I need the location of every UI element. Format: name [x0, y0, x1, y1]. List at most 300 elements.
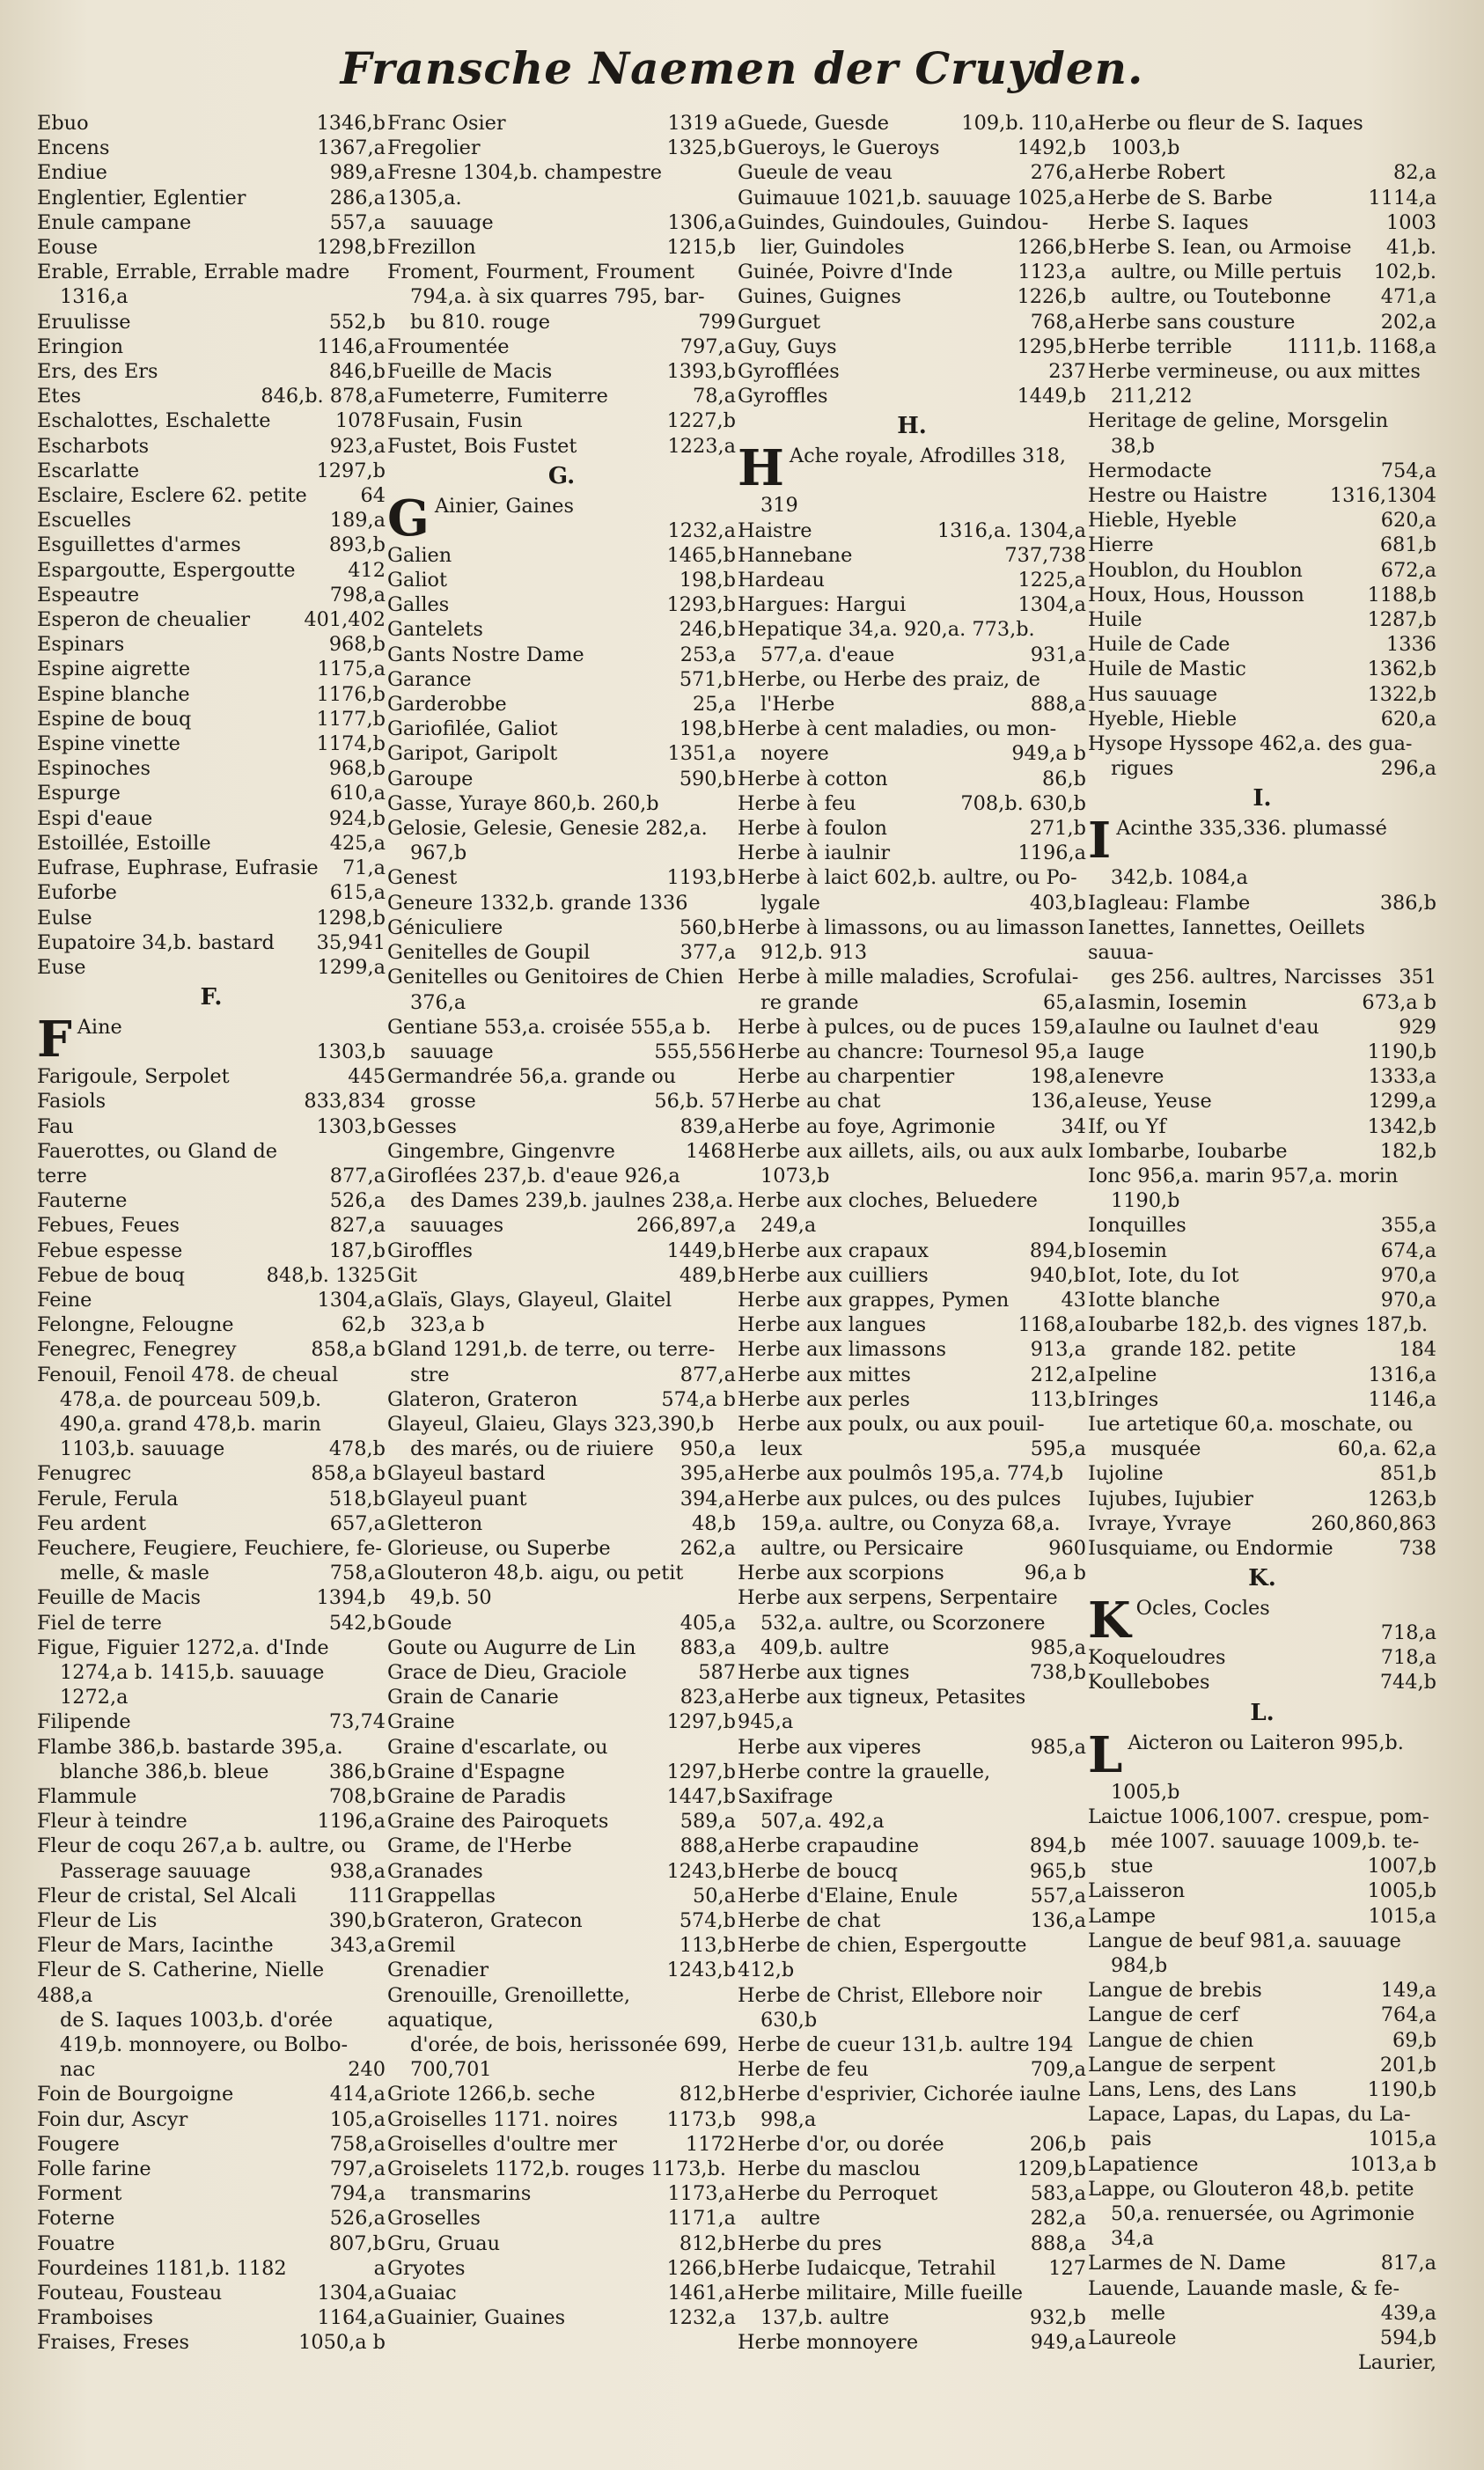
entry-text: Espurge: [37, 782, 121, 805]
index-entry: [387, 1337, 736, 1362]
entry-text: 507,a. 492,a: [760, 1810, 885, 1834]
entry-text: 137,b. aultre: [760, 2306, 890, 2330]
entry-text: Herbe, ou Herbe des praiz, de: [738, 667, 1040, 691]
index-entry: [1088, 1645, 1436, 1670]
index-entry: [1088, 210, 1436, 235]
page-reference: 799: [698, 310, 736, 334]
entry-text: Eouse: [37, 236, 98, 260]
page-reference: 827,a: [329, 1214, 386, 1238]
index-entry: [738, 667, 1086, 692]
entry-text: Larmes de N. Dame: [1088, 2252, 1286, 2275]
index-entry: [387, 1958, 736, 1982]
index-entry: [738, 359, 1086, 384]
page-reference: 271,b: [1029, 817, 1086, 841]
index-entry-continuation: [1088, 2127, 1436, 2151]
entry-text: Herbe à laict 602,b. aultre, ou Po-: [738, 866, 1077, 890]
entry-text: Feuille de Macis: [37, 1586, 202, 1610]
index-entry: [387, 965, 736, 989]
entry-text: pais: [1111, 2128, 1152, 2151]
page-reference: 985,a: [1030, 1735, 1086, 1759]
page-reference: 574,b: [679, 1909, 736, 1933]
index-entry: [37, 632, 386, 657]
index-entry: [37, 1884, 386, 1908]
index-entry: [387, 767, 736, 791]
entry-text: Hargues: Hargui: [738, 593, 907, 617]
entry-text: Herbe à foulon: [738, 817, 887, 841]
entry-text: 1005,b: [1111, 1780, 1180, 1804]
index-entry: [1088, 632, 1436, 657]
drop-capital: F: [37, 1011, 72, 1070]
entry-text: des Dames 239,b. jaulnes 238,a.: [410, 1189, 734, 1213]
entry-text: Fustet, Bois Fustet: [387, 434, 577, 458]
index-entry-continuation: [738, 2206, 1086, 2231]
index-entry: [1088, 160, 1436, 185]
entry-text: If, ou Yf: [1088, 1114, 1166, 1138]
entry-text: Gasse, Yuraye 860,b. 260,b: [387, 791, 659, 815]
entry-text: Espine vinette: [37, 732, 180, 756]
entry-text: Giroffles: [387, 1239, 474, 1262]
page-reference: 386,b: [328, 1760, 386, 1783]
entry-text: Fenouil, Fenoil 478. de cheual: [37, 1363, 339, 1386]
index-entry: [738, 1040, 1086, 1064]
index-entry-continuation: [1088, 2202, 1436, 2226]
page-reference: 1394,b: [316, 1586, 386, 1610]
entry-text: Herbe contre la grauelle, Saxifrage: [738, 1760, 991, 1808]
index-entry: [37, 260, 386, 284]
page-reference: 286,a: [329, 186, 386, 210]
entry-text: Herbe S. Iaques: [1088, 210, 1249, 234]
index-entry: [1088, 2077, 1436, 2102]
index-entry: [1088, 915, 1436, 965]
index-entry: [37, 1487, 386, 1511]
entry-text: Garderobbe: [387, 693, 507, 717]
index-entry: [387, 1784, 736, 1809]
index-entry: [738, 865, 1086, 890]
index-entry: [1088, 583, 1436, 607]
page-reference: 888,a: [680, 1834, 736, 1858]
page-reference: 266,897,a: [635, 1214, 736, 1238]
entry-text: Espeautre: [37, 583, 140, 606]
entry-text: Herbe à pulces, ou de puces: [738, 1015, 1021, 1039]
index-entry: [1088, 607, 1436, 632]
entry-text: Geneure 1332,b. grande 1336: [387, 891, 688, 915]
index-entry: [387, 1387, 736, 1412]
page-reference: 1297,b: [666, 1710, 736, 1734]
entry-text: Guines, Guignes: [738, 285, 901, 309]
index-entry: [1088, 682, 1436, 707]
index-entry: [1088, 1978, 1436, 2003]
page-reference: 1190,b: [1367, 2078, 1436, 2102]
page-reference: 73,74: [328, 1710, 386, 1734]
page-reference: 43: [1061, 1288, 1086, 1312]
entry-text: Fleur de cristal, Sel Alcali: [37, 1884, 297, 1908]
index-entry-continuation: [1088, 434, 1436, 459]
entry-text: re grande: [760, 990, 859, 1014]
index-entry-continuation: [1088, 1437, 1436, 1461]
index-entry-continuation: [738, 643, 1086, 667]
index-entry: [738, 1139, 1086, 1164]
index-entry: [387, 2082, 736, 2106]
page-reference: 758,a: [329, 2132, 386, 2156]
index-entry: [37, 2256, 386, 2281]
index-entry-continuation: [738, 1636, 1086, 1660]
index-entry-continuation: [387, 1585, 736, 1610]
page-reference: 34: [1061, 1114, 1086, 1138]
page-reference: 50,a: [693, 1884, 736, 1908]
index-entry-continuation: [1088, 965, 1436, 989]
entry-text: Glayeul puant: [387, 1487, 527, 1511]
page-reference: 913,a: [1030, 1338, 1086, 1362]
index-entry: [37, 1735, 386, 1760]
entry-text: Fregolier: [387, 136, 481, 160]
page-reference: 41,b.: [1385, 236, 1436, 260]
index-entry: [1088, 359, 1436, 384]
page-reference: 620,a: [1380, 707, 1436, 731]
index-entry: [1088, 1089, 1436, 1114]
page-reference: 149,a: [1380, 1979, 1436, 2003]
entry-text: Espi d'eaue: [37, 806, 153, 830]
entry-text: Herbe aux tigneux, Petasites 945,a: [738, 1686, 1026, 1734]
index-entry: [387, 1933, 736, 1958]
entry-text: Feine: [37, 1288, 92, 1312]
page-reference: 56,b. 57: [654, 1090, 736, 1114]
entry-text: leux: [760, 1437, 803, 1461]
page-reference: 744,b: [1379, 1671, 1436, 1694]
entry-text: Etes: [37, 385, 82, 408]
index-entry: [1088, 657, 1436, 681]
entry-text: Iauge: [1088, 1040, 1145, 1063]
index-entry: [1088, 2152, 1436, 2177]
index-entry: [738, 1884, 1086, 1908]
index-entry: [37, 210, 386, 235]
page-reference: 202,a: [1380, 310, 1436, 334]
entry-text: Guainier, Guaines: [387, 2306, 566, 2330]
page-reference: 1188,b: [1367, 583, 1436, 606]
index-entry: [387, 1561, 736, 1585]
entry-text: Herbe à limassons, ou au limasson: [738, 915, 1084, 939]
index-entry-continuation: [37, 1859, 386, 1884]
page-reference: 439,a: [1380, 2301, 1436, 2325]
page-reference: 1297,b: [316, 459, 386, 482]
page-reference: 858,a b: [311, 1338, 386, 1362]
index-entry: [37, 756, 386, 781]
index-entry: [37, 434, 386, 459]
index-entry: [1088, 1040, 1436, 1064]
index-entry: [37, 2157, 386, 2181]
page-reference: a: [373, 2256, 386, 2280]
entry-text: Glateron, Grateron: [387, 1387, 578, 1411]
index-entry: [1088, 1164, 1436, 1188]
entry-text: Iotte blanche: [1088, 1288, 1221, 1312]
entry-text: Herbe à iaulnir: [738, 842, 891, 865]
index-entry: [1088, 1239, 1436, 1263]
entry-text: Lampe: [1088, 1904, 1157, 1928]
entry-text: Herbe aux scorpions: [738, 1562, 944, 1585]
entry-text: Fauerottes, ou Gland de terre: [37, 1139, 278, 1187]
page-reference: 1177,b: [316, 707, 386, 731]
entry-term: Aine: [77, 1016, 122, 1040]
page-reference: 718,a: [1380, 1621, 1436, 1644]
index-entry: [387, 1288, 736, 1312]
page-reference: 159,a: [1030, 1015, 1086, 1039]
entry-text: Houblon, du Houblon: [1088, 558, 1303, 582]
index-entry: [738, 1015, 1086, 1040]
page-reference: 35,941: [316, 930, 386, 954]
entry-text: Fleur de coqu 267,a b. aultre, ou: [37, 1834, 366, 1858]
index-entry: [738, 1933, 1086, 1982]
index-entry-continuation: [738, 990, 1086, 1015]
index-entry: [387, 543, 736, 568]
page-reference: 1176,b: [316, 682, 386, 706]
entry-text: Langue de cerf: [1088, 2003, 1239, 2027]
entry-text: Espinars: [37, 633, 125, 657]
entry-text: 34,a: [1111, 2227, 1154, 2251]
entry-text: Passerage sauuage: [60, 1859, 252, 1883]
index-entry: [387, 1487, 736, 1511]
index-entry: [387, 1412, 736, 1437]
index-entry: [738, 1685, 1086, 1734]
index-entry: [37, 111, 386, 136]
page-reference: 1168,a: [1017, 1313, 1086, 1337]
entry-text: 630,b: [760, 2008, 818, 2032]
entry-text: Herbe aux viperes: [738, 1735, 922, 1759]
index-entry: [738, 2181, 1086, 2206]
entry-text: Glayeul, Glaieu, Glays 323,390,b: [387, 1412, 715, 1436]
entry-text: 1003,b: [1111, 136, 1180, 160]
entry-text: sauuages: [410, 1214, 504, 1238]
entry-text: Groselles: [387, 2207, 481, 2231]
entry-text: Glorieuse, ou Superbe: [387, 1536, 611, 1560]
index-entry-continuation: [1088, 865, 1436, 890]
page-reference: 1007,b: [1367, 1855, 1436, 1878]
page-reference: 823,a: [680, 1686, 736, 1709]
entry-text: Garipot, Garipolt: [387, 742, 558, 766]
page-reference: 615,a: [329, 881, 386, 905]
entry-text: Eupatoire 34,b. bastard: [37, 930, 275, 954]
entry-text: musquée: [1111, 1437, 1201, 1461]
entry-text: Herbe de cueur 131,b. aultre 194: [738, 2033, 1074, 2057]
index-entry: [37, 731, 386, 756]
index-entry: [738, 260, 1086, 284]
entry-text: Grateron, Gratecon: [387, 1909, 583, 1933]
page-reference: 587: [698, 1660, 736, 1684]
page-reference: 1342,b: [1367, 1114, 1436, 1138]
index-entry: [37, 160, 386, 185]
index-entry: [37, 2107, 386, 2132]
index-entry-continuation: [1088, 1188, 1436, 1213]
page-reference: 542,b: [328, 1611, 386, 1635]
index-entry: [738, 2231, 1086, 2256]
page-reference: 924,b: [328, 806, 386, 830]
index-entry: [738, 1487, 1086, 1511]
index-entry-continuation: [738, 2305, 1086, 2330]
entry-text: aultre: [760, 2207, 820, 2231]
page-reference: 708,b. 630,b: [960, 791, 1086, 815]
page-reference: 738,b: [1029, 1660, 1086, 1684]
index-entry: [1088, 334, 1436, 359]
index-entry: [37, 1461, 386, 1486]
entry-text: Hannebane: [738, 543, 853, 567]
entry-text: Gyrofflées: [738, 360, 840, 384]
page-reference: 1362,b: [1367, 658, 1436, 681]
page-reference: 1266,b: [1017, 236, 1086, 260]
entry-text: Herbe crapaudine: [738, 1834, 920, 1858]
page-reference: 1164,a: [317, 2306, 386, 2330]
index-entry: [387, 1660, 736, 1685]
page-reference: 1226,b: [1017, 285, 1086, 309]
entry-text: Herbe aux poulmôs 195,a. 774,b: [738, 1462, 1064, 1486]
entry-text: Herbe terrible: [1088, 334, 1232, 358]
page-reference: 78,a: [693, 385, 736, 408]
page-reference: 471,a: [1380, 285, 1436, 309]
entry-text: 984,b: [1111, 1954, 1168, 1977]
index-entry: [387, 1709, 736, 1734]
entry-text: Langue de beuf 981,a. sauuage: [1088, 1929, 1401, 1952]
index-entry: [738, 186, 1086, 210]
index-entry-continuation: [738, 1164, 1086, 1188]
index-entry: [1088, 1263, 1436, 1288]
index-entry: [37, 2231, 386, 2256]
page-reference: 1209,b: [1017, 2158, 1086, 2181]
index-entry: [37, 1239, 386, 1263]
entry-text: Herbe à mille maladies, Scrofulai-: [738, 966, 1079, 989]
entry-text: 478,a. de pourceau 509,b.: [60, 1387, 322, 1411]
index-entry-continuation: [738, 692, 1086, 717]
entry-text: 967,b: [410, 842, 467, 865]
drop-capital: K: [1088, 1592, 1131, 1650]
index-entry: [1088, 1461, 1436, 1486]
index-entry: [738, 965, 1086, 989]
entry-text: Gletteron: [387, 1511, 483, 1535]
page-reference: 552,b: [328, 310, 386, 334]
index-entry: [738, 592, 1086, 617]
page-reference: 377,a: [680, 941, 736, 965]
index-entry: [1088, 1412, 1436, 1437]
entry-text: Herbe d'Elaine, Enule: [738, 1884, 959, 1908]
entry-text: Hepatique 34,a. 920,a. 773,b.: [738, 618, 1035, 642]
index-entry: [738, 2256, 1086, 2281]
entry-text: Herbe du masclou: [738, 2158, 921, 2181]
index-entry: [1088, 483, 1436, 508]
page-reference: 198,a: [1030, 1065, 1086, 1089]
section-letter-heading: K.: [1248, 1565, 1276, 1592]
index-entry: [387, 2305, 736, 2330]
entry-text: Hus sauuage: [1088, 682, 1218, 706]
index-entry: [1088, 812, 1436, 871]
index-entry: [738, 334, 1086, 359]
entry-text: 49,b. 50: [410, 1586, 492, 1610]
entry-text: Griote 1266,b. seche: [387, 2083, 596, 2106]
page-reference: 1232,a: [667, 2306, 736, 2330]
page-reference: 526,a: [329, 1189, 386, 1213]
entry-text: Iaulne ou Iaulnet d'eau: [1088, 1015, 1319, 1039]
page-reference: 394,a: [680, 1487, 736, 1511]
entry-text: Fleur de Lis: [37, 1909, 158, 1933]
page-reference: 555,556: [654, 1040, 736, 1063]
index-entry: [387, 2132, 736, 2157]
index-entry: [1088, 731, 1436, 756]
page-reference: 201,b: [1379, 2053, 1436, 2077]
entry-text: Lapatience: [1088, 2152, 1199, 2176]
index-entry: [37, 1263, 386, 1288]
index-entry-continuation: [387, 210, 736, 235]
page-reference: 970,a: [1380, 1288, 1436, 1312]
page-reference: 1316,a. 1304,a: [937, 518, 1086, 542]
index-entry: [387, 2231, 736, 2256]
index-entry: [387, 1015, 736, 1040]
page-reference: 610,a: [329, 782, 386, 805]
entry-text: Huile: [1088, 608, 1142, 632]
entry-text: Fourdeines 1181,b. 1182: [37, 2256, 287, 2280]
index-entry: [387, 1884, 736, 1908]
page-reference: 571,b: [679, 667, 736, 691]
index-entry: [387, 235, 736, 260]
entry-text: des marés, ou de riuiere: [410, 1437, 654, 1461]
page-reference: 931,a: [1030, 643, 1086, 666]
index-entry: [387, 643, 736, 667]
index-entry: [738, 767, 1086, 791]
section-letter-heading: I.: [1253, 785, 1272, 812]
entry-text: Heritage de geline, Morsgelin: [1088, 409, 1389, 433]
entry-text: Gueroys, le Gueroys: [738, 136, 940, 160]
index-entry: [37, 235, 386, 260]
entry-text: Guinée, Poivre d'Inde: [738, 261, 953, 284]
entry-text: Koqueloudres: [1088, 1646, 1226, 1670]
entry-text: Herbe sans cousture: [1088, 310, 1296, 334]
index-entry-continuation: [37, 1412, 386, 1437]
entry-text: Estoillée, Estoille: [37, 831, 211, 855]
index-entry-continuation: [738, 1213, 1086, 1238]
entry-text: Git: [387, 1263, 418, 1287]
page-reference: 1005,b: [1367, 1879, 1436, 1903]
index-entry: [387, 1164, 736, 1188]
page-reference: 1078: [335, 409, 386, 433]
entry-text: Genest: [387, 866, 458, 890]
entry-text: Herbe de chien, Espergoutte 412,b: [738, 1934, 1027, 1982]
index-entry: [37, 583, 386, 607]
entry-text: Galien: [387, 543, 452, 567]
entry-text: Graine des Pairoquets: [387, 1810, 609, 1834]
index-entry: [387, 2256, 736, 2281]
index-entry: [738, 1188, 1086, 1213]
page-reference: 557,a: [1030, 1884, 1086, 1908]
entry-text: Iasmin, Iosemin: [1088, 990, 1247, 1014]
entry-text: Hardeau: [738, 569, 825, 592]
entry-text: l'Herbe: [760, 693, 835, 717]
page-reference: 96,a b: [1024, 1562, 1086, 1585]
entry-text: stre: [410, 1363, 450, 1386]
index-entry: [387, 1114, 736, 1139]
index-column-3: [738, 111, 1086, 2356]
index-entry: [37, 2132, 386, 2157]
entry-text: Herbe de Christ, Ellebore noir: [738, 1983, 1042, 2007]
page-reference: 526,a: [329, 2207, 386, 2231]
index-entry: [738, 543, 1086, 568]
index-entry: [1088, 1114, 1436, 1139]
entry-text: Fraises, Freses: [37, 2331, 189, 2355]
page-reference: 673,a b: [1362, 990, 1436, 1014]
entry-text: Hierre: [1088, 533, 1154, 557]
entry-text: Fiel de terre: [37, 1611, 162, 1635]
page-reference: 518,b: [328, 1487, 386, 1511]
index-entry: [387, 1461, 736, 1486]
page-reference: 246,b: [679, 618, 736, 642]
index-entry: [37, 1611, 386, 1636]
entry-text: Flammule: [37, 1785, 137, 1808]
index-entry: [387, 408, 736, 433]
index-entry-continuation: [738, 2008, 1086, 2033]
entry-text: Gurguet: [738, 310, 821, 334]
